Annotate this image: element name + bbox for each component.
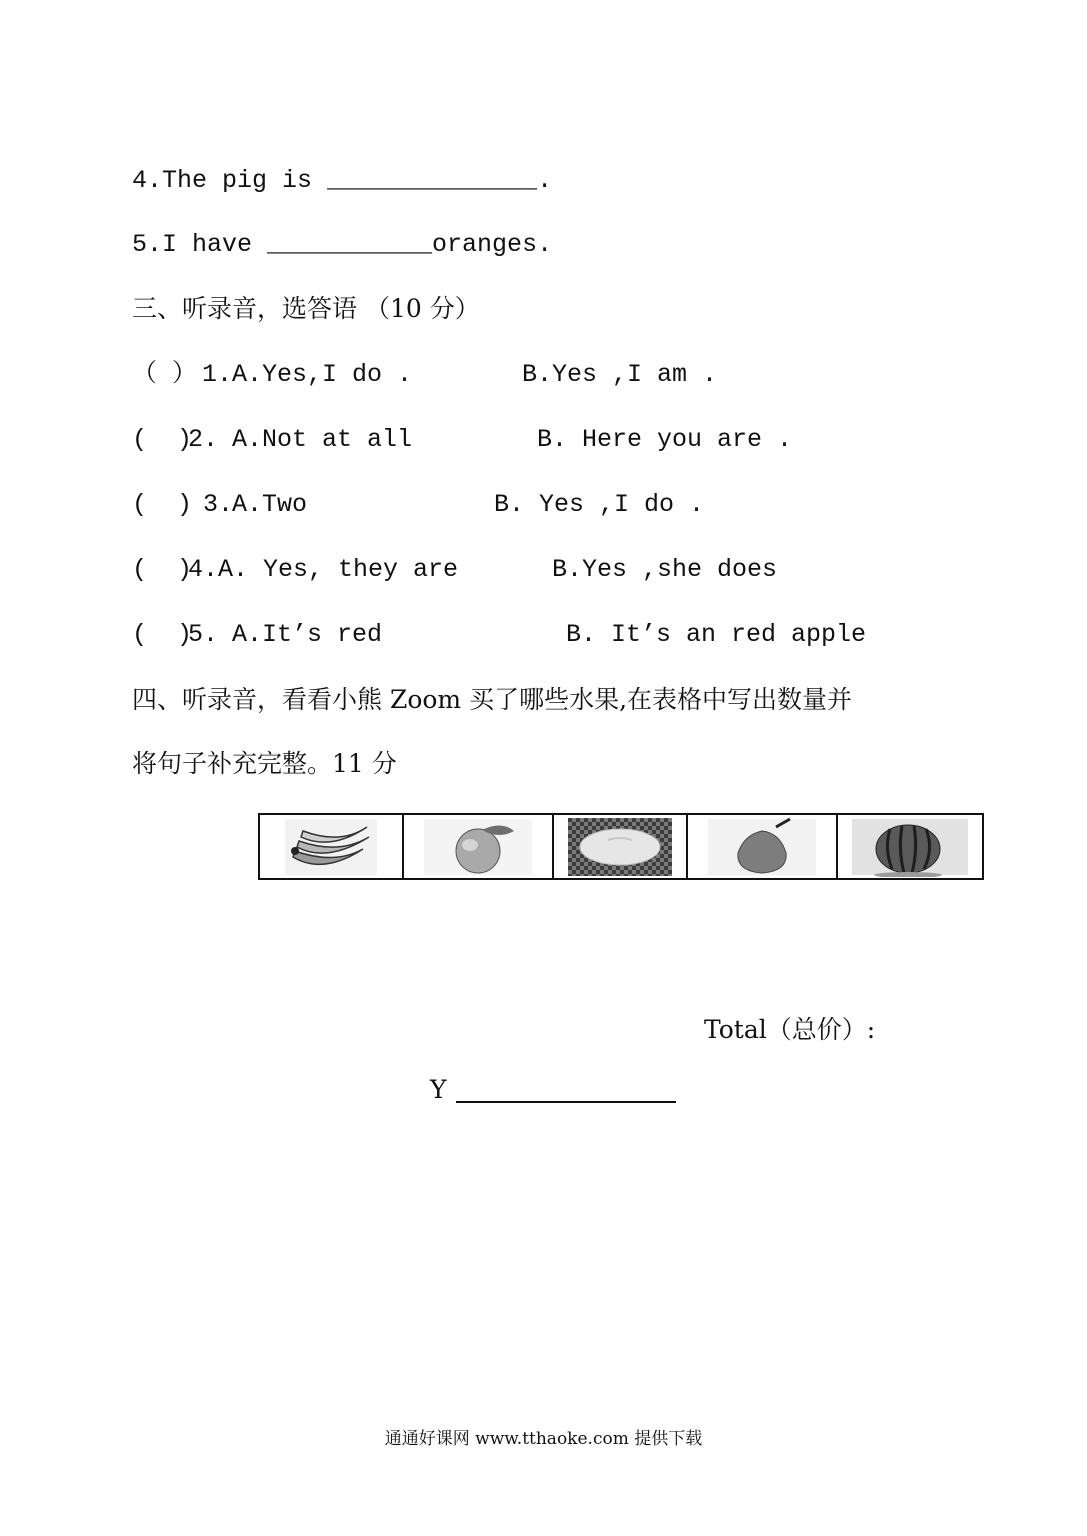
orange-icon [422, 817, 534, 877]
currency-symbol: Y [430, 1075, 447, 1104]
fruit-cell-watermelon [837, 814, 983, 879]
answer-blank: ( ) [132, 425, 193, 454]
fruit-table [258, 813, 984, 880]
option-b: B. It’s an red apple [566, 620, 867, 649]
item-number: 5. [188, 620, 219, 649]
option-a: A.Two [232, 490, 308, 519]
melon-icon [568, 818, 672, 876]
watermelon-icon [850, 817, 970, 877]
option-a: A.Yes,I do . [232, 360, 413, 389]
item-number: 2. [188, 425, 219, 454]
option-b: B.Yes ,I am . [522, 360, 718, 389]
banana-icon [283, 817, 379, 877]
option-a: A.Not at all [232, 425, 413, 454]
answer-blank: ( ) [132, 490, 193, 519]
item-number: 3. [203, 490, 234, 519]
option-b: B. Here you are . [537, 425, 793, 454]
option-a: A.It’s red [232, 620, 383, 649]
total-answer-line [456, 1101, 676, 1103]
answer-blank: ( ) [132, 620, 193, 649]
question-5: 5.I have ___________oranges. [132, 230, 553, 259]
fruit-cell-banana [259, 814, 403, 879]
option-a: A. Yes, they are [218, 555, 459, 584]
fruit-cell-melon [553, 814, 687, 879]
option-b: B. Yes ,I do . [494, 490, 705, 519]
pear-icon [706, 817, 818, 877]
question-4: 4.The pig is ______________. [132, 166, 553, 195]
fruit-cell-pear [687, 814, 837, 879]
footer-credit: 通通好课网 www.tthaoke.com 提供下载 [384, 1429, 703, 1449]
fruit-cell-orange [403, 814, 553, 879]
item-number: 4. [188, 555, 219, 584]
answer-blank: （ ） [132, 360, 198, 389]
section-4-heading-line-1: 四、听录音，看看小熊 Zoom 买了哪些水果,在表格中写出数量并 [132, 685, 853, 714]
section-4-heading-line-2: 将句子补充完整。11 分 [132, 749, 397, 778]
option-b: B.Yes ,she does [552, 555, 778, 584]
section-3-heading: 三、听录音，选答语 （10 分） [132, 294, 480, 323]
item-number: 1. [202, 360, 233, 389]
total-label: Total（总价）: [704, 1015, 876, 1044]
answer-blank: ( ) [132, 555, 193, 584]
